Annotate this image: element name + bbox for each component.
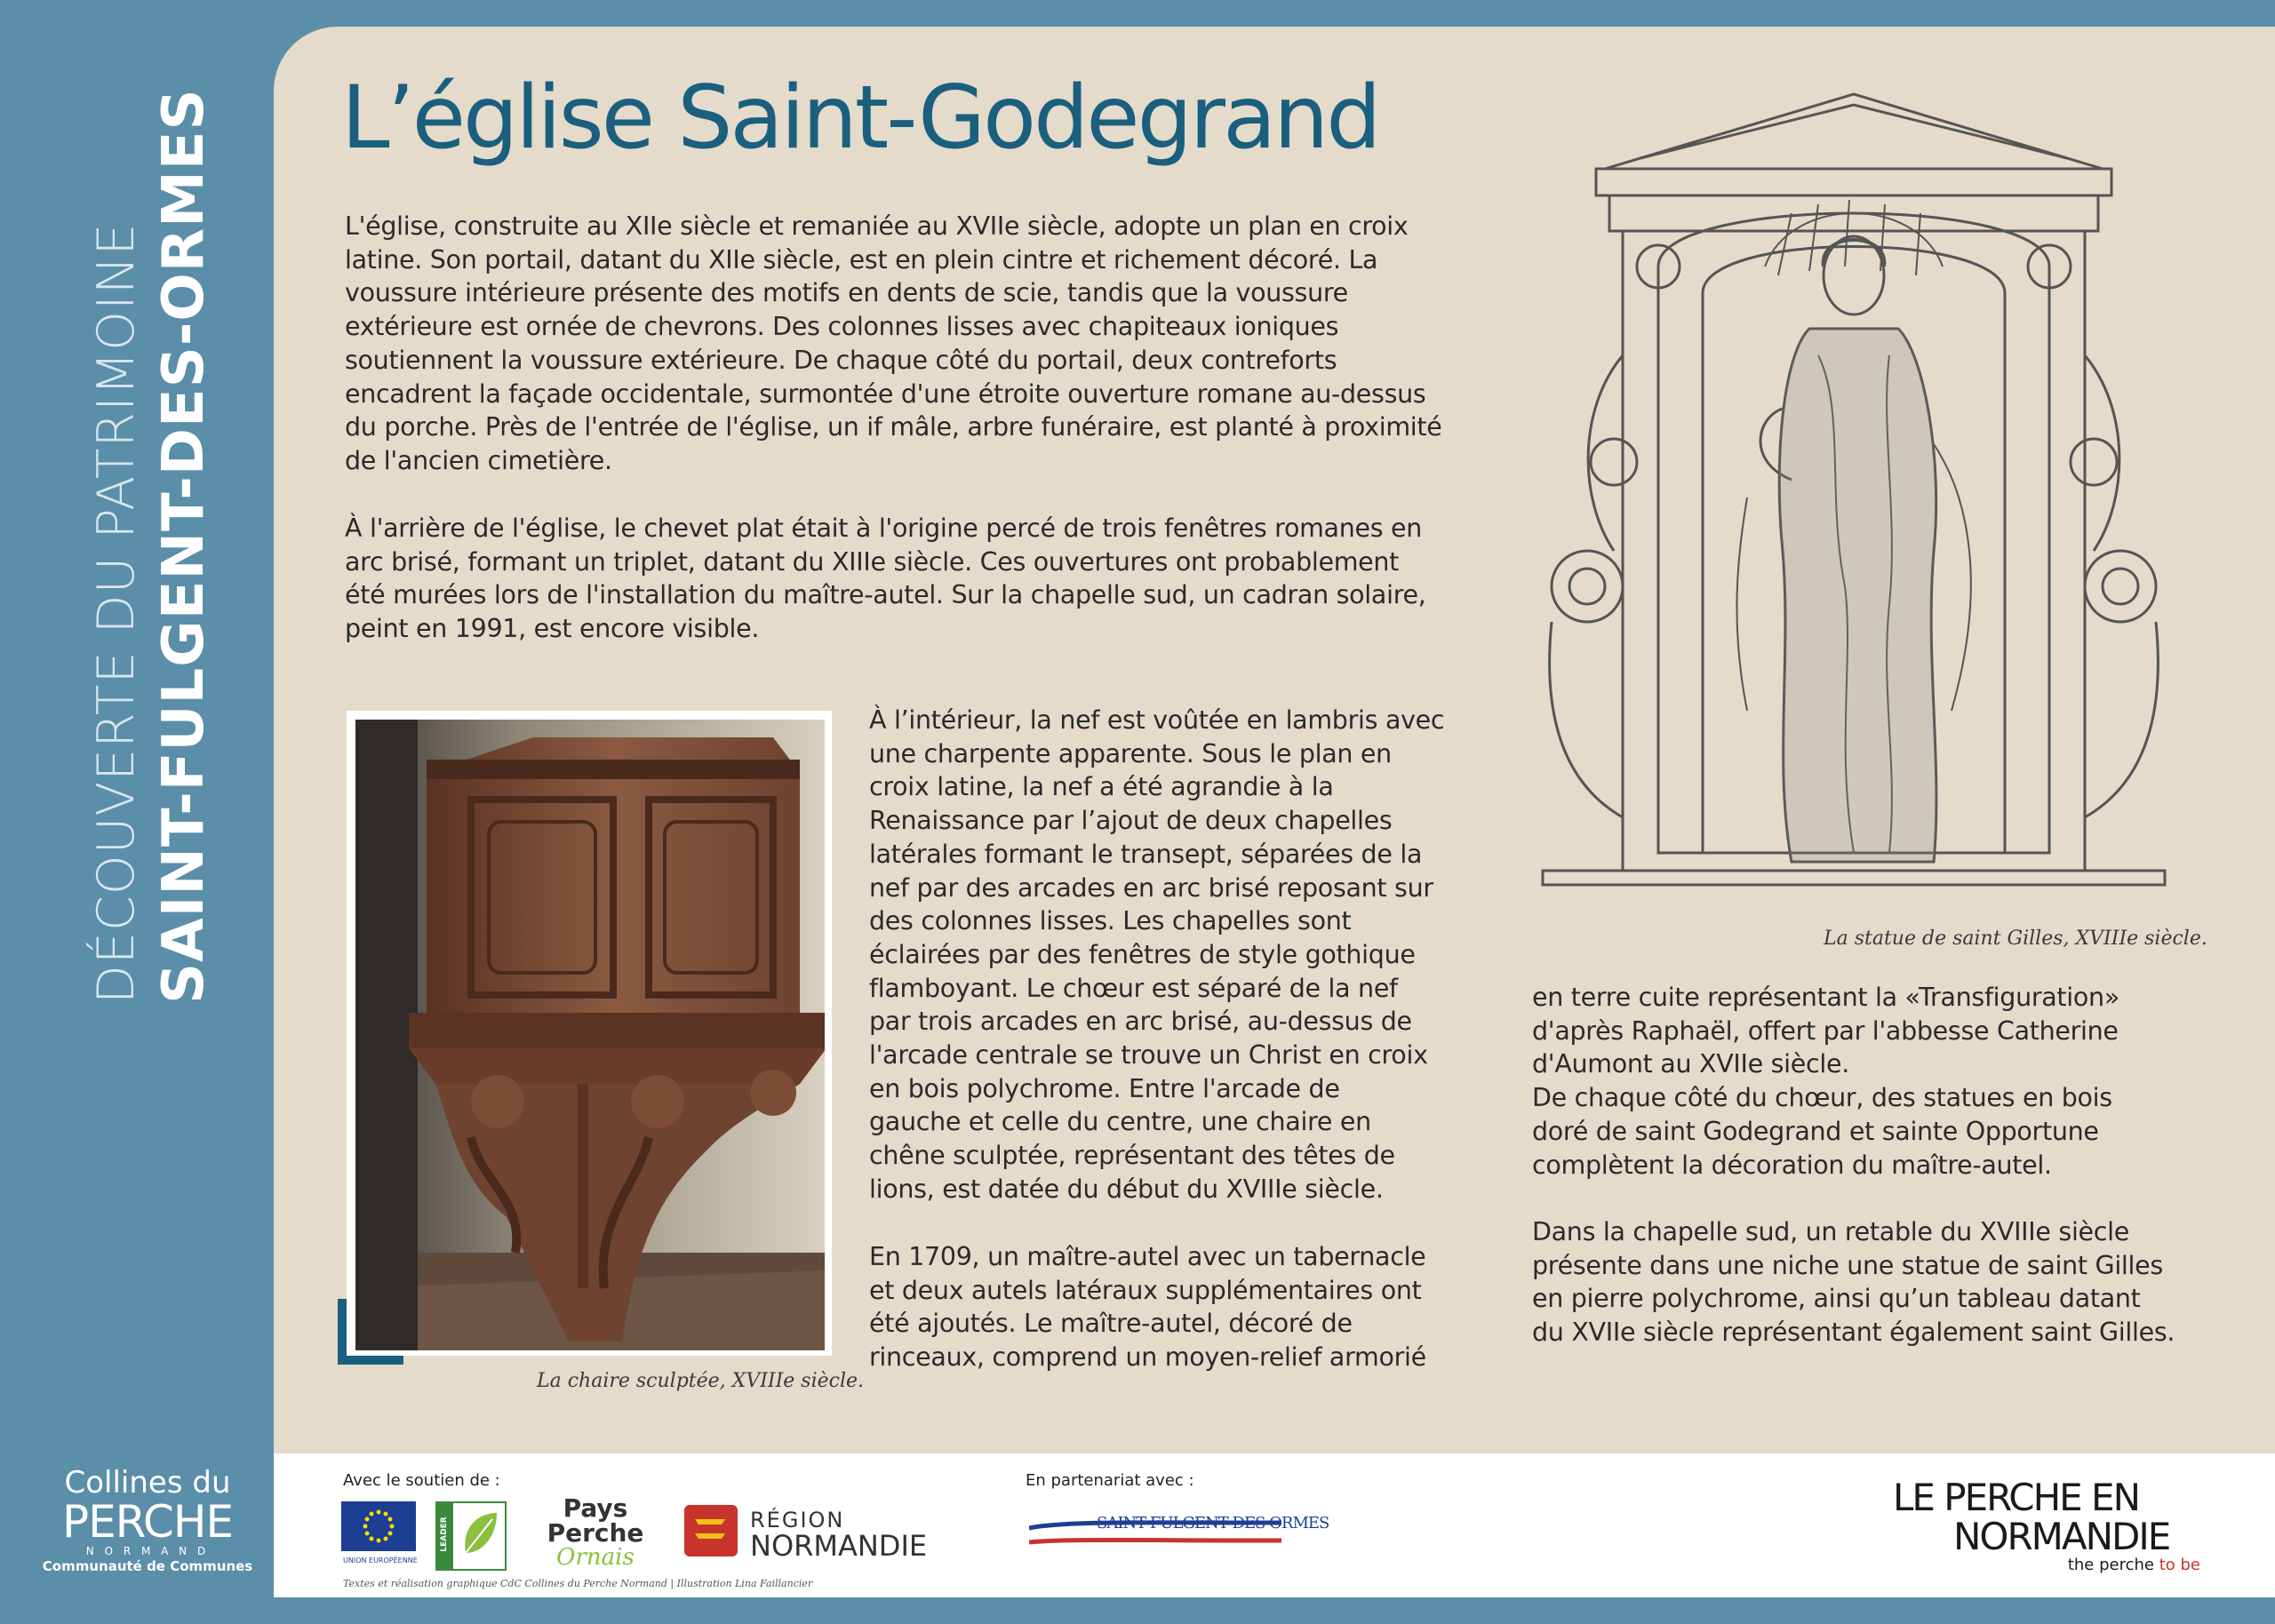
eu-logo [341,1501,416,1551]
perche-tagline [1893,1556,2231,1574]
side-commune-name: SAINT-FULGENT-DES-ORMES [151,88,217,1004]
paragraph-3: À l’intérieur, la nef est voûtée en lambris avec une charpente apparente. Sous le plan en croix latine, la nef a été agrandie à la Renaissance par l’ajout de deux chapelles latérales formant le transept, séparées de la nef par des arcades en arc brisé reposant sur des colonnes lisses. Les chapelles sont éclairées par des fenêtres de style gothique flamboyant. Le chœur est séparé de la nef par trois arcades en arc brisé, au-dessus de l'arcade centrale se trouve un Christ en croix en bois polychrome. Entre l'arcade de gauche et celle du centre, une chaire en chêne sculptée, représentant des têtes de lions, est datée du début du XVIIIe siècle. [869,705,1445,1204]
statue-drawing [1525,89,2183,906]
pays-line1: Pays [563,1493,628,1523]
paragraph-1: L'église, construite au XIIe siècle et remaniée au XVIIe siècle, adopte un plan en croix latine. Son portail, datant du XIIe siècle, est en plein cintre et richement décoré. La voussure intérieure présente des motifs en dents de scie, tandis que la voussure extérieure est ornée de chevrons. Des colonnes lisses avec chapiteaux ioniques soutiennent la voussure extérieure. De chaque côté du portail, deux contreforts encadrent la façade occidentale, surmontée d'une étroite ouverture romane au-dessus du porche. Près de l'entrée de l'église, un if mâle, arbre funéraire, est planté à proximité de l'ancien cimetière. [345,211,1442,475]
pays-line3: Ornais [556,1544,635,1571]
terracotta-paragraph [1532,981,2207,1182]
statue-illustration [1525,89,2183,906]
credits: Textes et réalisation graphique CdC Collines du Perche Normand | Illustration Lina Faillancier [343,1578,813,1589]
interior-paragraph [869,704,1473,1206]
pays-perche-logo [533,1493,658,1571]
le-perche-en-normandie-logo [1893,1478,2231,1574]
leader-logo [435,1501,507,1571]
paragraph-2: À l'arrière de l'église, le chevet plat était à l'origine percé de trois fenêtres romanes en arc brisé, formant un triplet, datant du XIIIe siècle. Ces ouvertures ont probablement été murées lors de l'installation du maître-autel. Sur la chapelle sud, un cadran solaire, peint en 1991, est encore visible. [345,513,1426,644]
partner-label: En partenariat avec : [1026,1471,1194,1490]
eu-label: UNION EUROPÉENNE [343,1556,418,1564]
saint-fulgent-text: SAINT FULGENT DES ORMES [1097,1514,1329,1532]
perche-line1: LE PERCHE EN [1893,1476,2139,1519]
support-label: Avec le soutien de : [343,1471,500,1490]
region-line2: NORMANDIE [750,1529,928,1563]
lions-icon [684,1505,738,1556]
statue-caption: La statue de saint Gilles, XVIIIe siècle. [1824,927,2207,950]
pulpit-caption: La chaire sculptée, XVIIIe siècle. [537,1370,865,1392]
collines-du-perche-logo [41,1466,254,1581]
pulpit-photo [355,720,825,1350]
perche-line2: NORMANDIE [1953,1515,2170,1558]
collines-line4: Communauté de Communes [42,1558,253,1574]
region-normandie-logo [684,1505,738,1556]
region-line1: RÉGION [750,1508,845,1532]
pulpit-illustration [355,720,825,1350]
page-title: L’église Saint-Godegrand [341,68,1379,169]
eu-stars-icon [341,1501,416,1551]
collines-line1: Collines du [64,1465,231,1501]
intro-paragraph [345,210,1465,478]
chapel-paragraph [1532,1215,2207,1349]
region-text [750,1508,928,1563]
collines-line2: PERCHE [61,1496,234,1548]
leaf-icon [457,1509,501,1562]
chevet-paragraph [345,512,1465,646]
paragraph-5: en terre cuite représentant la «Transfiguration» d'après Raphaël, offert par l'abbesse Catherine d'Aumont au XVIIe siècle. De chaque côté du chœur, des statues en bois doré de saint Godegrand et sainte Opportune complètent la décoration du maître-autel. [1532,983,2119,1180]
side-title [85,0,220,1004]
side-subtitle: DÉCOUVERTE DU PATRIMOINE [87,222,146,1004]
leader-label: LEADER [440,1517,449,1552]
altar-paragraph [869,1240,1473,1374]
pays-line2: Perche [547,1518,644,1548]
saint-fulgent-logo [1029,1510,1329,1549]
tagline-part-b: to be [2159,1556,2200,1574]
collines-line3: N O R M A N D [85,1545,210,1557]
tagline-part-a: the perche [2067,1556,2159,1574]
paragraph-6: Dans la chapelle sud, un retable du XVIIIe siècle présente dans une niche une statue de saint Gilles en pierre polychrome, ainsi qu’un tableau datant du XVIIe siècle représentant également saint Gilles. [1532,1217,2175,1348]
paragraph-4: En 1709, un maître-autel avec un tabernacle et deux autels latéraux supplémentaires ont été ajoutés. Le maître-autel, décoré de rinceaux, comprend un moyen-relief armorié [869,1242,1426,1373]
